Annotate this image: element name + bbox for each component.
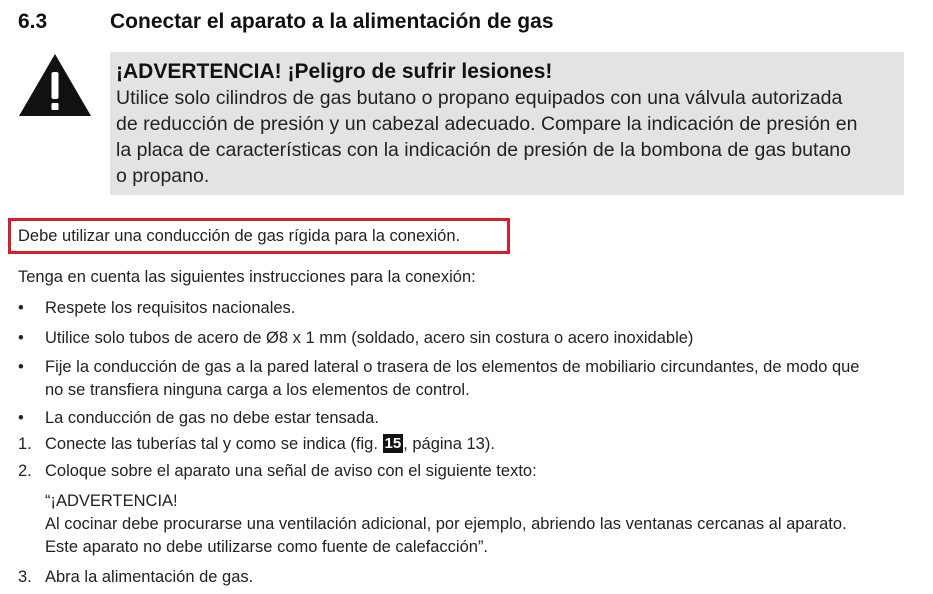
list-item-text: Fije la conducción de gas a la pared lateral o trasera de los elementos de mobiliario circundantes, de modo que — [45, 358, 860, 376]
bullet-marker: • — [18, 409, 24, 427]
bullet-marker: • — [18, 329, 24, 347]
step-text — [45, 433, 495, 456]
intro-text: Tenga en cuenta las siguientes instrucciones para la conexión: — [18, 268, 476, 286]
warning-heading: ¡ADVERTENCIA! ¡Peligro de sufrir lesiones! — [116, 60, 553, 83]
step-text-after: , página 13). — [403, 435, 495, 453]
warning-line: o propano. — [116, 165, 210, 187]
figure-reference-badge[interactable]: 15 — [384, 435, 402, 452]
warning-box — [110, 52, 904, 195]
quote-line: Al cocinar debe procurarse una ventilación adicional, por ejemplo, abriendo las ventanas cercanas al aparato. — [45, 515, 847, 533]
section-number: 6.3 — [18, 10, 48, 33]
list-item-text: no se transfiera ninguna carga a los elementos de control. — [45, 381, 470, 399]
warning-line: la placa de características con la indicación de presión de la bombona de gas butano — [116, 139, 851, 161]
highlighted-note: Debe utilizar una conducción de gas rígida para la conexión. — [8, 218, 510, 254]
quote-line: “¡ADVERTENCIA! — [45, 492, 178, 510]
step-number: 3. — [18, 568, 32, 586]
warning-triangle-icon — [17, 52, 93, 118]
list-item-text: Utilice solo tubos de acero de Ø8 x 1 mm (soldado, acero sin costura o acero inoxidable) — [45, 329, 694, 347]
quote-line: Este aparato no debe utilizarse como fuente de calefacción”. — [45, 538, 489, 556]
step-text-before: Conecte las tuberías tal y como se indica (fig. — [45, 435, 383, 453]
step-text: Abra la alimentación de gas. — [45, 568, 254, 586]
bullet-marker: • — [18, 299, 24, 317]
warning-line: de reducción de presión y un cabezal adecuado. Compare la indicación de presión en — [116, 113, 858, 135]
section-title: Conectar el aparato a la alimentación de gas — [110, 10, 554, 33]
warning-line: Utilice solo cilindros de gas butano o propano equipados con una válvula autorizada — [116, 87, 843, 109]
list-item-text: La conducción de gas no debe estar tensada. — [45, 409, 379, 427]
step-number: 1. — [18, 435, 32, 453]
step-number: 2. — [18, 462, 32, 480]
step-text: Coloque sobre el aparato una señal de aviso con el siguiente texto: — [45, 462, 537, 480]
bullet-marker: • — [18, 358, 24, 376]
list-item-text: Respete los requisitos nacionales. — [45, 299, 296, 317]
